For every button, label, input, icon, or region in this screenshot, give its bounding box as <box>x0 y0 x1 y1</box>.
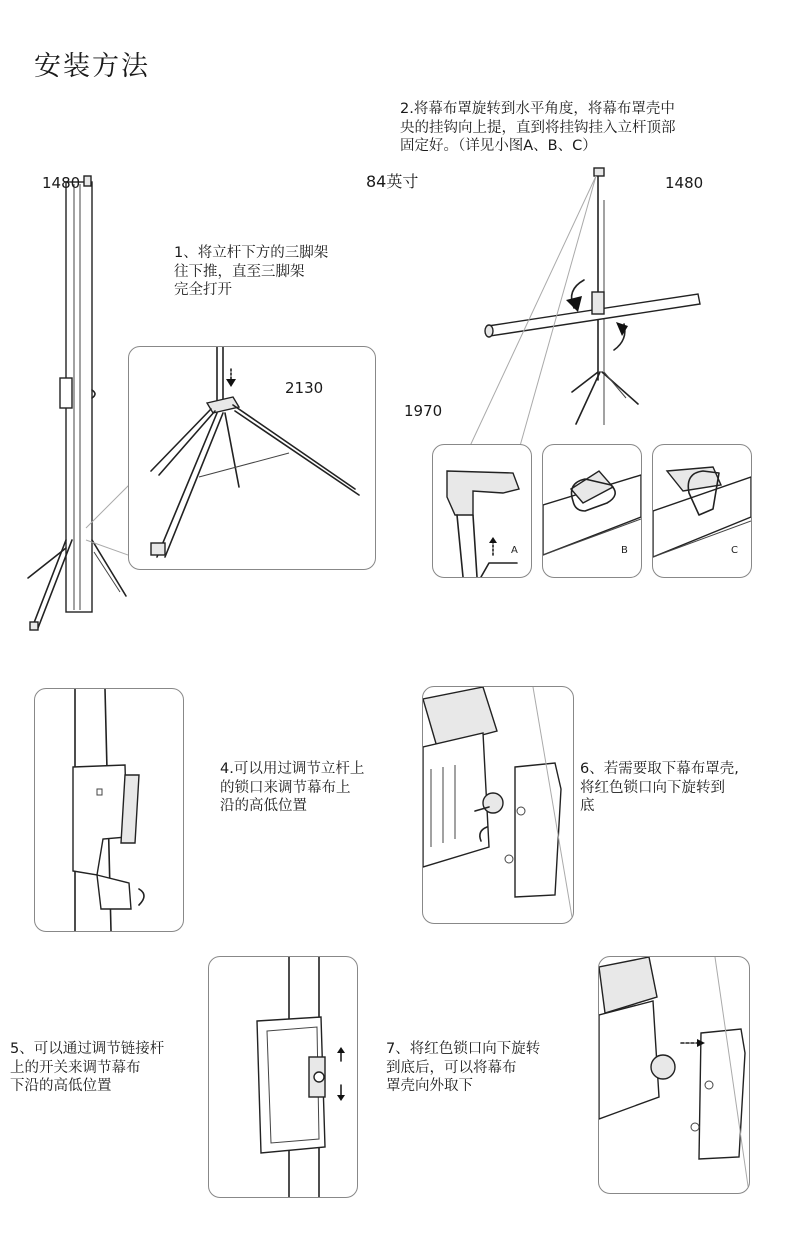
detail-a-label: A <box>511 545 518 556</box>
left-screen-pole <box>28 176 142 630</box>
step-5-text: 5、可以通过调节链接杆 上的开关来调节幕布 下沿的高低位置 <box>10 1041 165 1095</box>
step-2-text: 2.将幕布罩旋转到水平角度，将幕布罩壳中 央的挂钩向上提，直到将挂钩挂入立杆顶部 固定好。（详见小图A、B、C） <box>400 101 676 155</box>
tripod-height-dimension: 2130 <box>285 379 324 397</box>
step-6-panel <box>422 686 574 924</box>
page-title: 安装方法 <box>34 51 150 82</box>
detail-a-panel <box>432 444 532 578</box>
step-7-text: 7、将红色锁口向下旋转 到底后，可以将幕布 罩壳向外取下 <box>386 1041 541 1095</box>
step-4-panel <box>34 688 184 932</box>
detail-c-panel <box>652 444 752 578</box>
detail-c-drawing <box>653 445 751 577</box>
step-6-text: 6、若需要取下幕布罩壳, 将红色锁口向下旋转到 底 <box>580 761 739 815</box>
left-height-dimension: 1480 <box>42 174 81 192</box>
step-5-drawing <box>209 957 357 1197</box>
right-height-dimension: 1480 <box>665 174 704 192</box>
tripod-detail-panel <box>128 346 376 570</box>
right-screen-assembly <box>470 168 700 446</box>
detail-b-label: B <box>621 545 628 556</box>
step-1-text: 1、将立杆下方的三脚架 往下推，直至三脚架 完全打开 <box>174 245 329 299</box>
detail-b-drawing <box>543 445 641 577</box>
step-6-drawing <box>423 687 573 923</box>
detail-c-label: C <box>731 545 738 556</box>
step-4-text: 4.可以用过调节立杆上 的锁口来调节幕布上 沿的高低位置 <box>220 761 365 815</box>
step-7-panel <box>598 956 750 1194</box>
tripod-detail-drawing <box>129 347 375 569</box>
step-4-drawing <box>35 689 183 931</box>
detail-a-drawing <box>433 445 531 577</box>
step-7-drawing <box>599 957 749 1193</box>
detail-b-panel <box>542 444 642 578</box>
width-dimension: 1970 <box>404 402 443 420</box>
step-5-panel <box>208 956 358 1198</box>
screen-size-label: 84英寸 <box>366 172 419 191</box>
